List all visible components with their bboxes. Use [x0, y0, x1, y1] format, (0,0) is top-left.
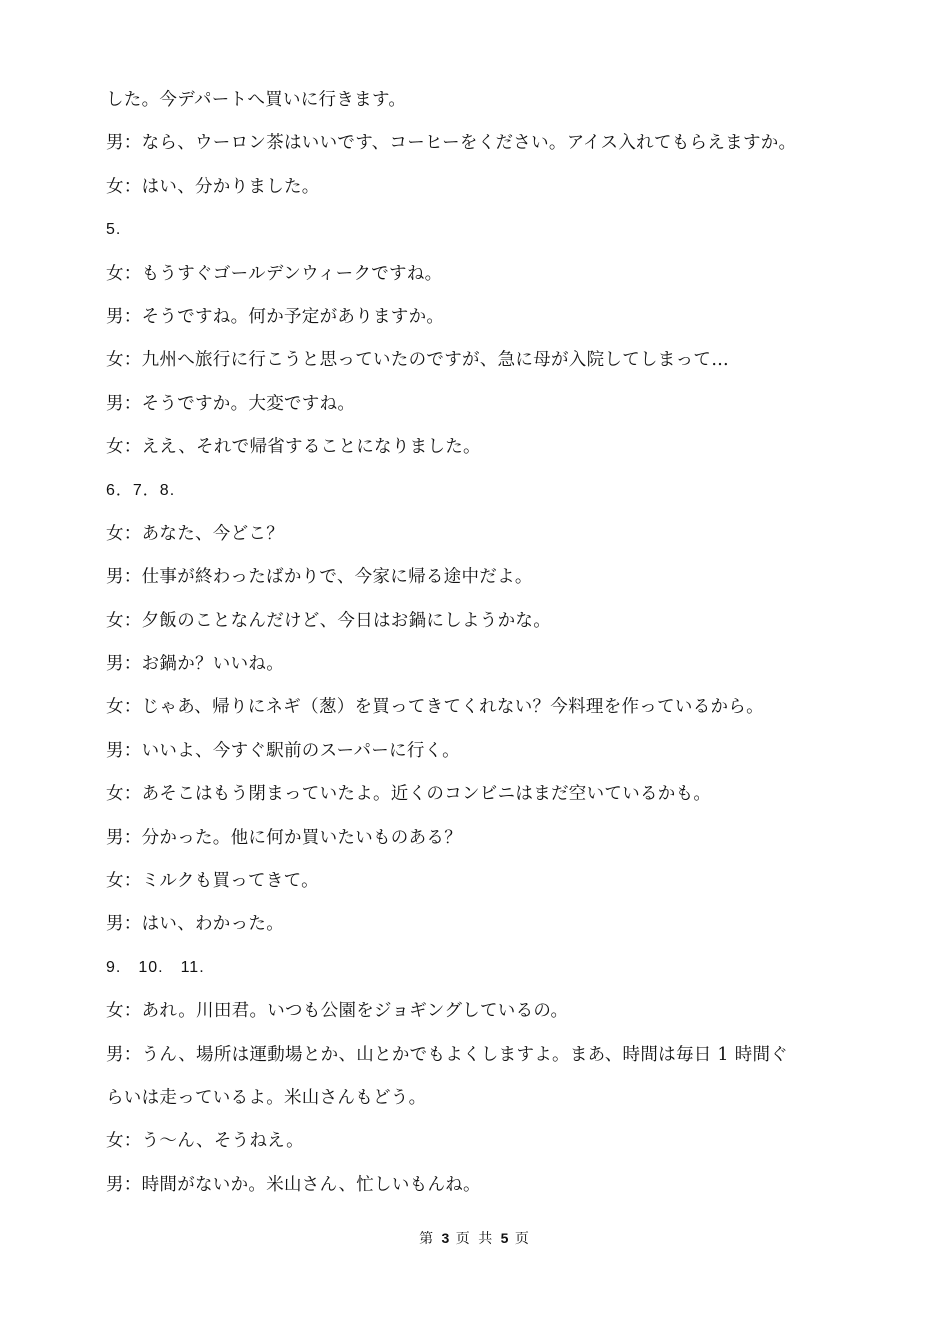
transcript-body [106, 84, 866, 1212]
transcript-line: 男：仕事が終わったばかりで、今家に帰る途中だよ。 [106, 567, 533, 588]
transcript-line: 女：はい、分かりました。 [106, 176, 320, 197]
transcript-line: 女：もうすぐゴールデンウィークですね。 [106, 263, 443, 284]
transcript-line: 男：そうですか。大変ですね。 [106, 393, 356, 414]
question-number: 5. [106, 221, 122, 239]
page-total: 5 [500, 1230, 509, 1246]
footer-prefix: 第 [419, 1231, 436, 1247]
transcript-line: 女：あなた、今どこ？ [106, 523, 284, 544]
transcript-line: 男：時間がないか。米山さん、忙しいもんね。 [106, 1174, 481, 1195]
footer-middle: 页 共 [455, 1231, 495, 1247]
transcript-line: 女：う～ん、そうねえ。 [106, 1131, 304, 1152]
footer-suffix: 页 [514, 1231, 531, 1247]
question-number: 6．7．8. [106, 481, 176, 499]
transcript-line: 女：ミルクも買ってきて。 [106, 871, 319, 892]
transcript-line: 男：いいよ、今すぐ駅前のスーパーに行く。 [106, 740, 460, 761]
transcript-line: 男：お鍋か？いいね。 [106, 654, 284, 675]
transcript-line: 女：あれ。川田君。いつも公園をジョギングしているの。 [106, 1001, 569, 1022]
transcript-line: らいは走っているよ。米山さんもどう。 [106, 1087, 427, 1108]
transcript-line: 女：九州へ旅行に行こうと思っていたのですが、急に母が入院してしまって… [106, 350, 729, 371]
transcript-line: 女：あそこはもう閉まっていたよ。近くのコンビニはまだ空いているかも。 [106, 784, 712, 805]
transcript-line: 女：夕飯のことなんだけど、今日はお鍋にしようかな。 [106, 610, 551, 631]
transcript-line: 男：なら、ウーロン茶はいいです、コーヒーをください。アイス入れてもらえますか。 [106, 133, 797, 154]
transcript-line: した。今デパートへ買いに行きます。 [106, 90, 407, 110]
transcript-line: 女：じゃあ、帰りにネギ（葱）を買ってきてくれない？今料理を作っているから。 [106, 697, 764, 718]
page-footer [0, 1228, 950, 1248]
page-number: 3 [441, 1230, 450, 1246]
transcript-line: 男：分かった。他に何か買いたいものある？ [106, 827, 462, 848]
transcript-line: 男：うん、場所は運動場とか、山とかでもよくしますよ。まあ、時間は毎日 1 時間ぐ [106, 1044, 789, 1065]
question-number: 9. 10. 11. [106, 958, 205, 976]
transcript-line: 男：そうですね。何か予定がありますか。 [106, 306, 445, 327]
transcript-line: 女：ええ、それで帰省することになりました。 [106, 437, 481, 458]
transcript-line: 男：はい、わかった。 [106, 914, 284, 935]
